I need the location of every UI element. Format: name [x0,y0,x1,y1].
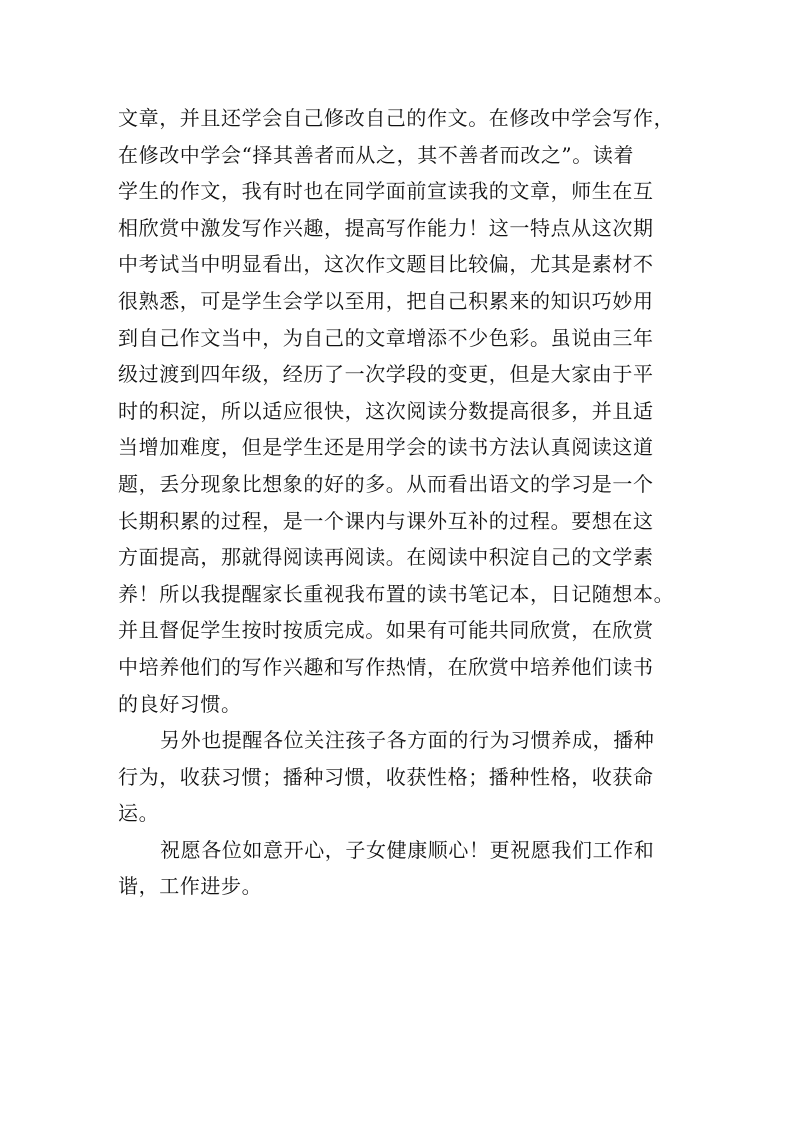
body-text [118,100,678,905]
text-line: 的良好习惯。 [118,691,242,716]
text-line: 学生的作文，我有时也在同学面前宣读我的文章，师生在互 [118,179,654,204]
text-line: 运。 [118,801,160,826]
text-line: 中培养他们的写作兴趣和写作热情，在欣赏中培养他们读书 [118,654,654,679]
text-line: 当增加难度，但是学生还是用学会的读书方法认真阅读这道 [118,435,654,460]
text-line: 时的积淀，所以适应很快，这次阅读分数提高很多，并且适 [118,398,654,423]
text-line: 谐，工作进步。 [118,874,263,899]
text-line: 并且督促学生按时按质完成。如果有可能共同欣赏，在欣赏 [118,618,654,643]
text-line: 中考试当中明显看出，这次作文题目比较偏，尤其是素材不 [118,252,654,277]
text-line: 文章，并且还学会自己修改自己的作文。在修改中学会写作， [118,106,675,130]
text-line: 方面提高，那就得阅读再阅读。在阅读中积淀自己的文学素 [118,545,654,570]
text-line: 长期积累的过程，是一个课内与课外互补的过程。要想在这 [118,508,654,533]
text-line: 到自己作文当中，为自己的文章增添不少色彩。虽说由三年 [118,325,654,350]
text-line-indented: 祝愿各位如意开心，子女健康顺心！更祝愿我们工作和 [160,837,655,862]
text-line: 养！所以我提醒家长重视我布置的读书笔记本，日记随想本。 [118,581,675,606]
paragraph-2 [118,722,678,832]
text-line-indented: 另外也提醒各位关注孩子各方面的行为习惯养成，播种 [160,728,655,753]
text-line: 很熟悉，可是学生会学以至用，把自己积累来的知识巧妙用 [118,288,654,313]
text-line: 在修改中学会“择其善者而从之，其不善者而改之”。读着 [118,142,635,167]
paragraph-3 [118,832,678,905]
text-line: 题，丢分现象比想象的好的多。从而看出语文的学习是一个 [118,471,654,496]
paragraph-1 [118,100,678,722]
text-line: 级过渡到四年级，经历了一次学段的变更，但是大家由于平 [118,362,654,387]
text-line: 行为，收获习惯；播种习惯，收获性格；播种性格，收获命 [118,764,654,789]
text-line: 相欣赏中激发写作兴趣，提高写作能力！这一特点从这次期 [118,215,654,240]
